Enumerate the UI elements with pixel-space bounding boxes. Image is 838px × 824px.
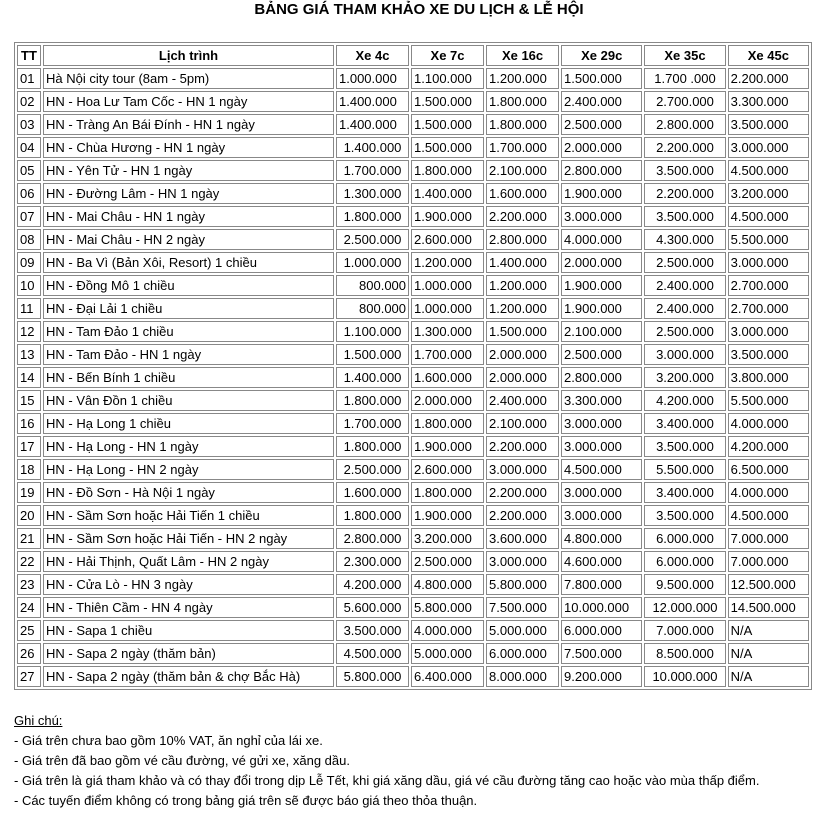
cell-16c: 2.200.000 [486, 482, 559, 503]
cell-4c: 1.700.000 [336, 413, 409, 434]
cell-7c: 2.500.000 [411, 551, 484, 572]
cell-45c: 14.500.000 [728, 597, 809, 618]
cell-route: HN - Đại Lải 1 chiều [43, 298, 334, 319]
cell-35c: 6.000.000 [644, 551, 725, 572]
cell-tt: 22 [17, 551, 41, 572]
cell-7c: 1.600.000 [411, 367, 484, 388]
price-table-body [17, 68, 809, 687]
cell-tt: 23 [17, 574, 41, 595]
table-row [17, 482, 809, 503]
cell-tt: 13 [17, 344, 41, 365]
cell-tt: 16 [17, 413, 41, 434]
cell-29c: 2.500.000 [561, 344, 642, 365]
cell-7c: 5.800.000 [411, 597, 484, 618]
cell-35c: 4.200.000 [644, 390, 725, 411]
header-7c: Xe 7c [411, 45, 484, 66]
table-row [17, 344, 809, 365]
cell-35c: 3.200.000 [644, 367, 725, 388]
table-row [17, 574, 809, 595]
cell-7c: 2.600.000 [411, 459, 484, 480]
cell-45c: 4.500.000 [728, 505, 809, 526]
cell-29c: 3.000.000 [561, 482, 642, 503]
cell-4c: 2.300.000 [336, 551, 409, 572]
cell-45c: 4.000.000 [728, 413, 809, 434]
cell-35c: 3.000.000 [644, 344, 725, 365]
cell-45c: 5.500.000 [728, 229, 809, 250]
cell-7c: 1.800.000 [411, 160, 484, 181]
cell-7c: 1.100.000 [411, 68, 484, 89]
table-row [17, 597, 809, 618]
cell-route: HN - Sầm Sơn hoặc Hải Tiến 1 chiều [43, 505, 334, 526]
cell-45c: 3.500.000 [728, 344, 809, 365]
cell-29c: 3.000.000 [561, 413, 642, 434]
table-row [17, 528, 809, 549]
cell-45c: 3.500.000 [728, 114, 809, 135]
cell-4c: 1.100.000 [336, 321, 409, 342]
cell-tt: 18 [17, 459, 41, 480]
cell-route: HN - Chùa Hương - HN 1 ngày [43, 137, 334, 158]
cell-tt: 25 [17, 620, 41, 641]
cell-16c: 2.100.000 [486, 413, 559, 434]
cell-route: HN - Đồng Mô 1 chiều [43, 275, 334, 296]
cell-29c: 3.000.000 [561, 436, 642, 457]
cell-route: HN - Sầm Sơn hoặc Hải Tiến - HN 2 ngày [43, 528, 334, 549]
cell-35c: 2.400.000 [644, 275, 725, 296]
cell-4c: 1.800.000 [336, 505, 409, 526]
cell-16c: 3.000.000 [486, 551, 559, 572]
cell-45c: 2.700.000 [728, 298, 809, 319]
cell-29c: 6.000.000 [561, 620, 642, 641]
cell-16c: 2.000.000 [486, 344, 559, 365]
cell-45c: 12.500.000 [728, 574, 809, 595]
note-item: - Các tuyến điểm không có trong bảng giá trên sẽ được báo giá theo thỏa thuận. [14, 793, 478, 808]
cell-tt: 15 [17, 390, 41, 411]
cell-4c: 1.400.000 [336, 114, 409, 135]
cell-29c: 2.100.000 [561, 321, 642, 342]
table-row [17, 666, 809, 687]
cell-29c: 9.200.000 [561, 666, 642, 687]
cell-tt: 17 [17, 436, 41, 457]
cell-tt: 04 [17, 137, 41, 158]
cell-35c: 2.200.000 [644, 137, 725, 158]
cell-45c: N/A [728, 643, 809, 664]
cell-16c: 2.200.000 [486, 436, 559, 457]
table-row [17, 321, 809, 342]
table-row [17, 367, 809, 388]
table-row [17, 459, 809, 480]
cell-4c: 1.600.000 [336, 482, 409, 503]
cell-7c: 1.900.000 [411, 436, 484, 457]
table-row [17, 413, 809, 434]
cell-45c: 4.500.000 [728, 206, 809, 227]
cell-29c: 2.400.000 [561, 91, 642, 112]
cell-29c: 4.000.000 [561, 229, 642, 250]
cell-7c: 1.500.000 [411, 114, 484, 135]
cell-7c: 6.400.000 [411, 666, 484, 687]
table-row [17, 206, 809, 227]
cell-29c: 2.000.000 [561, 137, 642, 158]
notes-title: Ghi chú: [14, 713, 63, 728]
note-item: - Giá trên là giá tham khảo và có thay đổi trong dịp Lễ Tết, khi giá xăng dầu, giá vé cầu đường tăng cao hoặc vào mùa thấp điểm. [14, 773, 760, 788]
cell-4c: 1.300.000 [336, 183, 409, 204]
cell-45c: N/A [728, 666, 809, 687]
cell-29c: 1.900.000 [561, 183, 642, 204]
cell-7c: 1.000.000 [411, 298, 484, 319]
cell-35c: 2.500.000 [644, 321, 725, 342]
cell-route: HN - Thiên Cầm - HN 4 ngày [43, 597, 334, 618]
cell-route: HN - Đường Lâm - HN 1 ngày [43, 183, 334, 204]
cell-35c: 6.000.000 [644, 528, 725, 549]
cell-29c: 2.800.000 [561, 160, 642, 181]
header-35c: Xe 35c [644, 45, 725, 66]
cell-35c: 10.000.000 [644, 666, 725, 687]
cell-route: HN - Sapa 1 chiều [43, 620, 334, 641]
cell-tt: 06 [17, 183, 41, 204]
notes-section [14, 711, 759, 811]
cell-45c: 3.000.000 [728, 321, 809, 342]
price-table [14, 42, 812, 690]
table-header-row [17, 45, 809, 66]
table-row [17, 643, 809, 664]
cell-4c: 1.800.000 [336, 206, 409, 227]
cell-7c: 5.000.000 [411, 643, 484, 664]
table-row [17, 137, 809, 158]
cell-16c: 1.800.000 [486, 114, 559, 135]
cell-route: HN - Bến Bính 1 chiều [43, 367, 334, 388]
cell-route: HN - Hạ Long 1 chiều [43, 413, 334, 434]
cell-45c: 3.300.000 [728, 91, 809, 112]
cell-7c: 2.600.000 [411, 229, 484, 250]
cell-route: HN - Tràng An Bái Đính - HN 1 ngày [43, 114, 334, 135]
cell-29c: 2.800.000 [561, 367, 642, 388]
cell-16c: 1.800.000 [486, 91, 559, 112]
cell-16c: 3.000.000 [486, 459, 559, 480]
cell-tt: 27 [17, 666, 41, 687]
cell-tt: 24 [17, 597, 41, 618]
table-row [17, 160, 809, 181]
cell-35c: 2.500.000 [644, 252, 725, 273]
cell-7c: 1.700.000 [411, 344, 484, 365]
note-item: - Giá trên đã bao gồm vé cầu đường, vé gửi xe, xăng dầu. [14, 753, 350, 768]
cell-35c: 3.500.000 [644, 436, 725, 457]
cell-16c: 1.400.000 [486, 252, 559, 273]
cell-16c: 3.600.000 [486, 528, 559, 549]
cell-tt: 14 [17, 367, 41, 388]
cell-route: Hà Nội city tour (8am - 5pm) [43, 68, 334, 89]
cell-35c: 2.700.000 [644, 91, 725, 112]
cell-4c: 2.500.000 [336, 459, 409, 480]
cell-7c: 1.800.000 [411, 482, 484, 503]
cell-4c: 2.500.000 [336, 229, 409, 250]
cell-45c: 6.500.000 [728, 459, 809, 480]
cell-4c: 2.800.000 [336, 528, 409, 549]
cell-route: HN - Tam Đảo - HN 1 ngày [43, 344, 334, 365]
cell-29c: 3.000.000 [561, 206, 642, 227]
cell-route: HN - Cửa Lò - HN 3 ngày [43, 574, 334, 595]
cell-7c: 1.400.000 [411, 183, 484, 204]
cell-35c: 3.500.000 [644, 505, 725, 526]
cell-4c: 1.800.000 [336, 436, 409, 457]
cell-35c: 3.500.000 [644, 160, 725, 181]
cell-29c: 3.300.000 [561, 390, 642, 411]
table-row [17, 252, 809, 273]
cell-35c: 3.500.000 [644, 206, 725, 227]
cell-29c: 2.500.000 [561, 114, 642, 135]
table-row [17, 620, 809, 641]
cell-tt: 21 [17, 528, 41, 549]
cell-route: HN - Hạ Long - HN 1 ngày [43, 436, 334, 457]
table-row [17, 91, 809, 112]
cell-45c: 3.200.000 [728, 183, 809, 204]
header-4c: Xe 4c [336, 45, 409, 66]
cell-7c: 4.800.000 [411, 574, 484, 595]
header-route: Lịch trình [43, 45, 334, 66]
cell-tt: 01 [17, 68, 41, 89]
cell-route: HN - Sapa 2 ngày (thăm bản) [43, 643, 334, 664]
cell-16c: 2.800.000 [486, 229, 559, 250]
cell-29c: 4.500.000 [561, 459, 642, 480]
cell-7c: 1.300.000 [411, 321, 484, 342]
cell-16c: 8.000.000 [486, 666, 559, 687]
cell-16c: 7.500.000 [486, 597, 559, 618]
cell-route: HN - Hải Thịnh, Quất Lâm - HN 2 ngày [43, 551, 334, 572]
cell-tt: 19 [17, 482, 41, 503]
cell-tt: 08 [17, 229, 41, 250]
table-row [17, 390, 809, 411]
table-row [17, 505, 809, 526]
table-row [17, 436, 809, 457]
cell-35c: 2.400.000 [644, 298, 725, 319]
cell-29c: 3.000.000 [561, 505, 642, 526]
cell-35c: 3.400.000 [644, 482, 725, 503]
cell-route: HN - Vân Đồn 1 chiều [43, 390, 334, 411]
page-title: BẢNG GIÁ THAM KHẢO XE DU LỊCH & LỄ HỘI [254, 1, 584, 18]
cell-7c: 1.500.000 [411, 137, 484, 158]
cell-29c: 1.900.000 [561, 275, 642, 296]
table-row [17, 183, 809, 204]
cell-45c: 3.800.000 [728, 367, 809, 388]
cell-16c: 1.200.000 [486, 68, 559, 89]
cell-35c: 9.500.000 [644, 574, 725, 595]
cell-35c: 8.500.000 [644, 643, 725, 664]
cell-tt: 12 [17, 321, 41, 342]
cell-tt: 05 [17, 160, 41, 181]
cell-35c: 2.800.000 [644, 114, 725, 135]
cell-16c: 1.200.000 [486, 298, 559, 319]
cell-4c: 5.800.000 [336, 666, 409, 687]
cell-45c: 3.000.000 [728, 137, 809, 158]
cell-tt: 03 [17, 114, 41, 135]
cell-route: HN - Đồ Sơn - Hà Nội 1 ngày [43, 482, 334, 503]
cell-7c: 1.000.000 [411, 275, 484, 296]
cell-29c: 4.600.000 [561, 551, 642, 572]
cell-7c: 1.800.000 [411, 413, 484, 434]
cell-45c: N/A [728, 620, 809, 641]
cell-29c: 1.500.000 [561, 68, 642, 89]
cell-45c: 4.000.000 [728, 482, 809, 503]
cell-16c: 2.200.000 [486, 505, 559, 526]
cell-4c: 1.000.000 [336, 252, 409, 273]
table-row [17, 114, 809, 135]
cell-45c: 3.000.000 [728, 252, 809, 273]
cell-4c: 800.000 [336, 275, 409, 296]
cell-16c: 1.200.000 [486, 275, 559, 296]
cell-tt: 10 [17, 275, 41, 296]
cell-45c: 5.500.000 [728, 390, 809, 411]
cell-35c: 2.200.000 [644, 183, 725, 204]
cell-16c: 2.200.000 [486, 206, 559, 227]
table-row [17, 551, 809, 572]
cell-7c: 1.500.000 [411, 91, 484, 112]
cell-16c: 2.100.000 [486, 160, 559, 181]
cell-35c: 12.000.000 [644, 597, 725, 618]
cell-35c: 4.300.000 [644, 229, 725, 250]
cell-route: HN - Hoa Lư Tam Cốc - HN 1 ngày [43, 91, 334, 112]
cell-4c: 4.500.000 [336, 643, 409, 664]
cell-29c: 7.500.000 [561, 643, 642, 664]
cell-35c: 3.400.000 [644, 413, 725, 434]
cell-4c: 1.400.000 [336, 137, 409, 158]
cell-29c: 10.000.000 [561, 597, 642, 618]
cell-route: HN - Mai Châu - HN 1 ngày [43, 206, 334, 227]
cell-35c: 7.000.000 [644, 620, 725, 641]
cell-tt: 20 [17, 505, 41, 526]
table-row [17, 275, 809, 296]
cell-4c: 1.000.000 [336, 68, 409, 89]
table-row [17, 298, 809, 319]
cell-4c: 3.500.000 [336, 620, 409, 641]
cell-45c: 7.000.000 [728, 551, 809, 572]
cell-7c: 2.000.000 [411, 390, 484, 411]
cell-35c: 1.700 .000 [644, 68, 725, 89]
cell-4c: 5.600.000 [336, 597, 409, 618]
cell-16c: 6.000.000 [486, 643, 559, 664]
cell-29c: 1.900.000 [561, 298, 642, 319]
cell-45c: 2.700.000 [728, 275, 809, 296]
header-45c: Xe 45c [728, 45, 809, 66]
cell-16c: 2.000.000 [486, 367, 559, 388]
cell-16c: 1.700.000 [486, 137, 559, 158]
cell-29c: 2.000.000 [561, 252, 642, 273]
table-row [17, 229, 809, 250]
cell-7c: 1.200.000 [411, 252, 484, 273]
header-16c: Xe 16c [486, 45, 559, 66]
table-row [17, 68, 809, 89]
cell-45c: 7.000.000 [728, 528, 809, 549]
cell-16c: 5.000.000 [486, 620, 559, 641]
cell-tt: 11 [17, 298, 41, 319]
cell-tt: 09 [17, 252, 41, 273]
header-29c: Xe 29c [561, 45, 642, 66]
cell-tt: 02 [17, 91, 41, 112]
cell-45c: 4.200.000 [728, 436, 809, 457]
cell-29c: 4.800.000 [561, 528, 642, 549]
cell-16c: 1.600.000 [486, 183, 559, 204]
cell-route: HN - Yên Tử - HN 1 ngày [43, 160, 334, 181]
cell-route: HN - Tam Đảo 1 chiều [43, 321, 334, 342]
cell-35c: 5.500.000 [644, 459, 725, 480]
cell-16c: 2.400.000 [486, 390, 559, 411]
cell-7c: 1.900.000 [411, 206, 484, 227]
cell-4c: 1.400.000 [336, 367, 409, 388]
cell-route: HN - Hạ Long - HN 2 ngày [43, 459, 334, 480]
cell-route: HN - Mai Châu - HN 2 ngày [43, 229, 334, 250]
cell-route: HN - Ba Vì (Bản Xôi, Resort) 1 chiều [43, 252, 334, 273]
cell-29c: 7.800.000 [561, 574, 642, 595]
cell-45c: 4.500.000 [728, 160, 809, 181]
header-tt: TT [17, 45, 41, 66]
cell-7c: 3.200.000 [411, 528, 484, 549]
cell-4c: 1.500.000 [336, 344, 409, 365]
cell-4c: 1.800.000 [336, 390, 409, 411]
cell-45c: 2.200.000 [728, 68, 809, 89]
note-item: - Giá trên chưa bao gồm 10% VAT, ăn nghỉ của lái xe. [14, 733, 323, 748]
cell-7c: 1.900.000 [411, 505, 484, 526]
cell-16c: 1.500.000 [486, 321, 559, 342]
cell-4c: 1.400.000 [336, 91, 409, 112]
cell-7c: 4.000.000 [411, 620, 484, 641]
cell-tt: 26 [17, 643, 41, 664]
cell-16c: 5.800.000 [486, 574, 559, 595]
cell-tt: 07 [17, 206, 41, 227]
cell-4c: 800.000 [336, 298, 409, 319]
cell-4c: 4.200.000 [336, 574, 409, 595]
cell-4c: 1.700.000 [336, 160, 409, 181]
cell-route: HN - Sapa 2 ngày (thăm bản & chợ Bắc Hà) [43, 666, 334, 687]
